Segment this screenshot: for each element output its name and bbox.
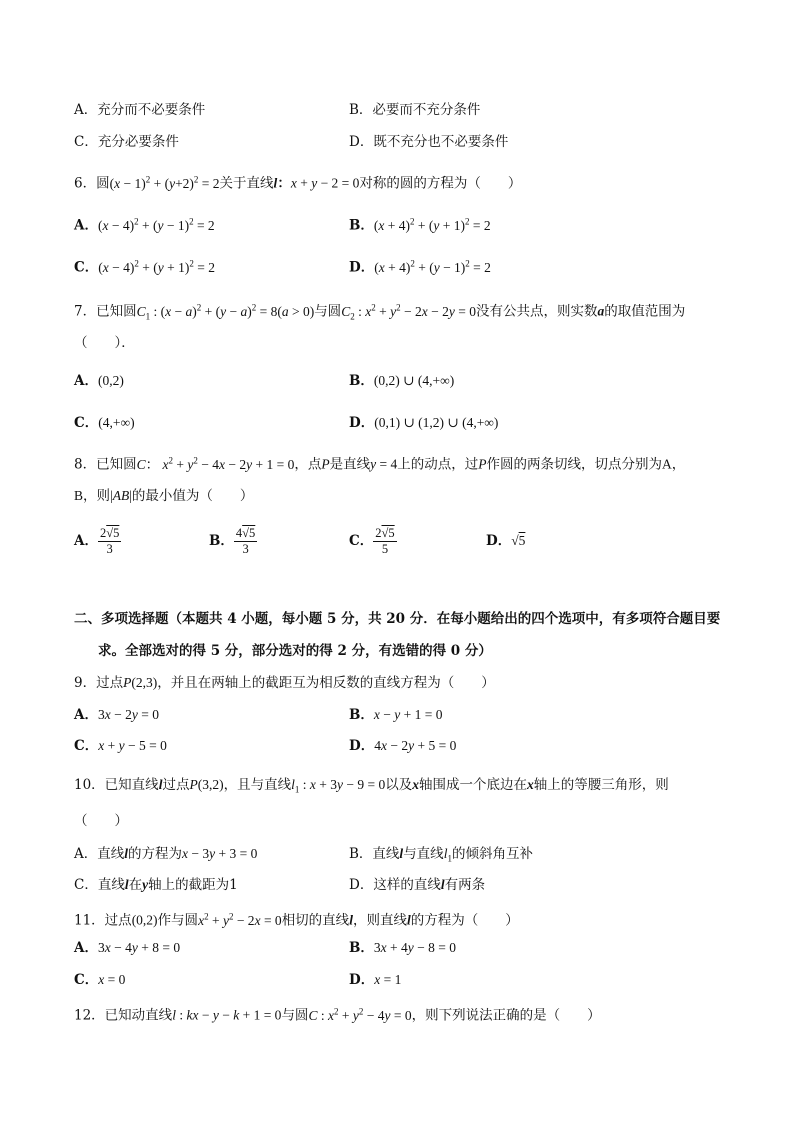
q6-option-b: B．$(x + 4)^2 + (y + 1)^2 = 2$ — [349, 216, 491, 234]
q5-option-c — [74, 133, 179, 151]
q6-stem-mid: 关于直线 — [219, 175, 274, 192]
q8-stem: 8．已知圆C： $x^2 + y^2 - 4x - 2y + 1 = 0$，点P是直线y = 4上的动点，过P作圆的两条切线，切点分别为A， — [74, 455, 686, 473]
q11-option-c: C．x = 0 — [74, 972, 126, 988]
q10-stem-continued: （ ） — [74, 813, 128, 829]
q10-option-d: D．这样的直线l有两条 — [349, 877, 486, 893]
q6-stem-prefix: 6．圆 — [74, 175, 110, 192]
q5-option-a-text: A．充分而不必要条件 — [74, 102, 206, 118]
q6-line-label: l — [273, 175, 278, 191]
q8-option-a: A． $\frac{2√5}{3}$ — [74, 526, 120, 556]
q6-option-a: A．$(x - 4)^2 + (y - 1)^2 = 2$ — [74, 216, 215, 234]
q9-option-a: A．3x − 2y = 0 — [74, 707, 159, 723]
q10-option-b: B．直线l与直线$l_1$的倾斜角互补 — [349, 846, 533, 864]
q11-option-b: B．3x + 4y − 8 = 0 — [349, 940, 457, 956]
q9-stem: 9．过点P(2,3)，并且在两轴上的截距互为相反数的直线方程为（ ） — [74, 675, 495, 691]
q12-stem: 12．已知动直线l : kx − y − k + 1 = 0与圆C : $x^2 + y^2 - 4y = 0$，则下列说法正确的是（ ） — [74, 1006, 601, 1024]
q7-option-b: B．(0,2) ∪ (4,+∞) — [349, 373, 455, 389]
q10-stem: 10．已知直线l过点P(3,2)，且与直线$l_1$ : x + 3y − 9 = 0以及x轴围成一个底边在x轴上的等腰三角形，则 — [74, 777, 669, 795]
q6-option-c: C．$(x - 4)^2 + (y + 1)^2 = 2$ — [74, 258, 215, 276]
q7-circle-c2: $C_2$ : $x^2 + y^2 - 2x - 2y = 0$ — [341, 302, 476, 322]
q8-ab-length: |AB| — [110, 488, 132, 503]
q11-stem: 11．过点(0,2)作与圆$x^2 + y^2 - 2x = 0$相切的直线l，则直线l的方程为（ ） — [74, 911, 519, 929]
section2-header-line2: 求。全部选对的得 5 分，部分选对的得 2 分，有选错的得 0 分） — [98, 643, 492, 659]
q8-circle-equation: C： $x^2 + y^2 - 4x - 2y + 1 = 0$ — [136, 455, 295, 472]
q5-option-a — [74, 101, 205, 119]
q8-option-c: C． $\frac{2√5}{5}$ — [349, 526, 395, 556]
q11-option-a: A．3x − 4y + 8 = 0 — [74, 940, 181, 956]
q10-option-a: A．直线l的方程为x − 3y + 3 = 0 — [74, 846, 258, 862]
q7-stem-continued: （ ）． — [74, 335, 135, 351]
q5-option-b-text: B．必要而不充分条件 — [349, 102, 481, 118]
q5-option-d — [349, 133, 508, 151]
q7-option-c: C．(4,+∞) — [74, 415, 135, 431]
q9-point: P(2,3) — [123, 675, 158, 690]
q8-stem-continued: B，则|AB|的最小值为（ ） — [74, 488, 254, 504]
q7-circle-c1: $C_1$ : $(x - a)^2 + (y - a)^2 = 8(a > 0)$ — [136, 302, 315, 322]
q11-option-d: D．x = 1 — [349, 972, 402, 988]
q9-option-d: D．4x − 2y + 5 = 0 — [349, 738, 457, 754]
q8-option-d: D．√5 — [486, 533, 526, 549]
q8-option-b: B． $\frac{4√5}{3}$ — [209, 526, 256, 556]
q6-stem-suffix: 对称的圆的方程为（ ） — [359, 175, 522, 192]
q9-option-b: B．x − y + 1 = 0 — [349, 707, 443, 723]
q7-stem: 7．已知圆$C_1$ : $(x - a)^2 + (y - a)^2 = 8(a > 0)$与圆$C_2$ : $x^2 + y^2 - 2x - 2y = 0$没有公共点，则实数a的取值范围为 — [74, 302, 686, 322]
q6-option-d: D．$(x + 4)^2 + (y - 1)^2 = 2$ — [349, 258, 491, 276]
q6-line-equation: x + y − 2 = 0 — [290, 175, 360, 191]
q6-circle-equation: $(x - 1)^2 + (y+2)^2 = 2$ — [109, 174, 220, 191]
q7-option-d: D．(0,1) ∪ (1,2) ∪ (4,+∞) — [349, 415, 499, 431]
q8-line-equation: y = 4 — [370, 456, 398, 472]
q7-option-a: A．(0,2) — [74, 373, 124, 389]
q5-option-d-text: D．既不充分也不必要条件 — [349, 134, 509, 150]
q10-option-c: C．直线l在y轴上的截距为1 — [74, 877, 238, 893]
q5-option-b — [349, 101, 480, 119]
q5-option-c-text: C．充分必要条件 — [74, 134, 179, 150]
q9-option-c: C．x + y − 5 = 0 — [74, 738, 167, 754]
q6-stem: 6．圆$(x - 1)^2 + (y+2)^2 = 2$关于直线l：x + y − 2 = 0对称的圆的方程为（ ） — [74, 174, 522, 192]
section2-header-line1: 二、多项选择题（本题共 4 小题，每小题 5 分，共 20 分．在每小题给出的四个选项中，有多项符合题目要 — [74, 611, 721, 627]
